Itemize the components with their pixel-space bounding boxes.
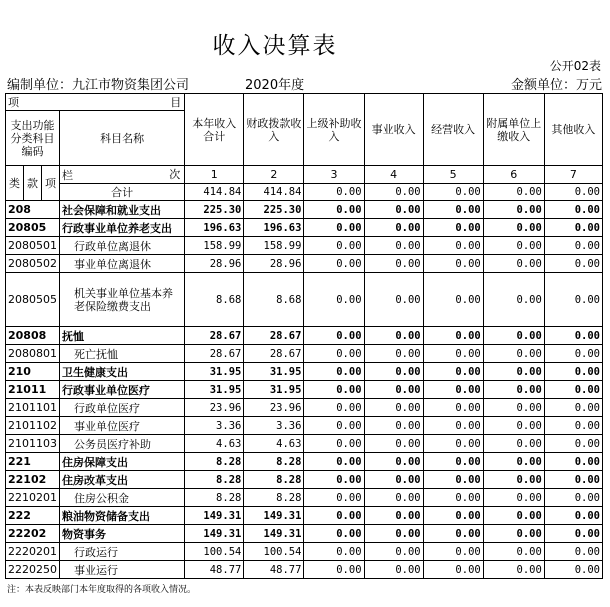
table-row (6, 237, 603, 255)
row-value: 0.00 (304, 381, 364, 399)
row-value: 28.96 (185, 255, 244, 273)
row-value: 28.67 (244, 345, 304, 363)
row-value: 0.00 (544, 489, 602, 507)
org-label: 编制单位：九江市物资集团公司 (7, 78, 190, 93)
row-value: 0.00 (544, 561, 602, 579)
row-code: 2080801 (6, 345, 60, 363)
row-value: 0.00 (544, 219, 602, 237)
row-value: 8.28 (244, 489, 304, 507)
total-value: 414.84 (185, 184, 244, 201)
table-row (6, 489, 603, 507)
table-row (6, 363, 603, 381)
row-value: 31.95 (244, 381, 304, 399)
row-value: 0.00 (423, 201, 483, 219)
row-code: 2220250 (6, 561, 60, 579)
lan-ci-cell (60, 166, 185, 184)
col-num-1: 1 (185, 166, 244, 184)
row-value: 0.00 (483, 219, 544, 237)
row-code: 2210201 (6, 489, 60, 507)
row-value: 0.00 (544, 273, 602, 327)
col-num-7: 7 (544, 166, 602, 184)
col-header-4: 事业收入 (364, 94, 423, 166)
row-value: 0.00 (483, 417, 544, 435)
row-value: 0.00 (423, 543, 483, 561)
row-value: 0.00 (364, 543, 423, 561)
row-code: 2101102 (6, 417, 60, 435)
row-value: 0.00 (364, 201, 423, 219)
kuan-header: 款 (24, 166, 42, 201)
row-value: 0.00 (423, 273, 483, 327)
row-value: 0.00 (364, 471, 423, 489)
row-value: 28.67 (185, 327, 244, 345)
row-name: 事业运行 (60, 561, 185, 579)
item-header-cell (6, 94, 185, 111)
row-value: 196.63 (244, 219, 304, 237)
table-row (6, 453, 603, 471)
row-value: 0.00 (304, 435, 364, 453)
row-code: 20808 (6, 327, 60, 345)
table-row (6, 435, 603, 453)
row-value: 31.95 (185, 381, 244, 399)
row-name: 死亡抚恤 (60, 345, 185, 363)
ci-label: 次 (169, 168, 181, 181)
row-value: 0.00 (483, 273, 544, 327)
row-value: 8.28 (185, 471, 244, 489)
row-value: 0.00 (423, 255, 483, 273)
row-name: 行政单位离退休 (60, 237, 185, 255)
row-value: 0.00 (423, 219, 483, 237)
row-value: 0.00 (304, 363, 364, 381)
row-value: 0.00 (364, 561, 423, 579)
row-name: 抚恤 (60, 327, 185, 345)
row-value: 8.28 (185, 453, 244, 471)
row-value: 0.00 (304, 489, 364, 507)
row-value: 0.00 (483, 507, 544, 525)
row-name: 公务员医疗补助 (60, 435, 185, 453)
year-label: 2020年度 (245, 78, 305, 93)
row-value: 0.00 (544, 417, 602, 435)
col-num-6: 6 (483, 166, 544, 184)
row-value: 31.95 (185, 363, 244, 381)
row-value: 0.00 (364, 237, 423, 255)
row-value: 8.28 (244, 471, 304, 489)
col-header-3: 上级补助收入 (304, 94, 364, 166)
row-value: 0.00 (544, 345, 602, 363)
row-value: 0.00 (483, 237, 544, 255)
row-value: 0.00 (544, 255, 602, 273)
row-value: 149.31 (185, 525, 244, 543)
row-value: 0.00 (544, 363, 602, 381)
row-value: 28.67 (244, 327, 304, 345)
table-row (6, 543, 603, 561)
row-value: 0.00 (423, 237, 483, 255)
row-value: 0.00 (483, 363, 544, 381)
row-value: 0.00 (364, 453, 423, 471)
row-value: 149.31 (244, 507, 304, 525)
lei-header: 类 (6, 166, 24, 201)
row-code: 21011 (6, 381, 60, 399)
row-value: 3.36 (185, 417, 244, 435)
page-title: 收入决算表 (212, 33, 338, 59)
table-row (6, 525, 603, 543)
row-name: 行政事业单位医疗 (60, 381, 185, 399)
row-value: 0.00 (423, 327, 483, 345)
footnote: 注：本表反映部门本年度取得的各项收入情况。 (7, 585, 197, 595)
row-value: 0.00 (304, 327, 364, 345)
row-name: 住房保障支出 (60, 453, 185, 471)
row-value: 23.96 (244, 399, 304, 417)
row-value: 0.00 (304, 453, 364, 471)
total-row (6, 184, 603, 201)
row-code: 2080501 (6, 237, 60, 255)
table-row (6, 201, 603, 219)
row-value: 0.00 (364, 345, 423, 363)
col-num-3: 3 (304, 166, 364, 184)
row-name: 事业单位医疗 (60, 417, 185, 435)
row-value: 0.00 (483, 543, 544, 561)
row-value: 0.00 (304, 237, 364, 255)
row-code: 208 (6, 201, 60, 219)
row-value: 225.30 (185, 201, 244, 219)
row-value: 0.00 (483, 399, 544, 417)
total-value: 414.84 (244, 184, 304, 201)
row-name: 住房改革支出 (60, 471, 185, 489)
row-value: 149.31 (244, 525, 304, 543)
row-value: 0.00 (544, 399, 602, 417)
row-value: 0.00 (483, 561, 544, 579)
row-code: 2080505 (6, 273, 60, 327)
row-code: 222 (6, 507, 60, 525)
row-value: 0.00 (304, 525, 364, 543)
row-value: 0.00 (364, 399, 423, 417)
row-value: 23.96 (185, 399, 244, 417)
table-row (6, 345, 603, 363)
item-right-label: 目 (170, 96, 182, 109)
col-num-2: 2 (244, 166, 304, 184)
table-row (6, 327, 603, 345)
row-value: 0.00 (544, 381, 602, 399)
row-value: 0.00 (364, 255, 423, 273)
row-name: 行政运行 (60, 543, 185, 561)
row-value: 158.99 (244, 237, 304, 255)
col-num-4: 4 (364, 166, 423, 184)
row-value: 0.00 (364, 417, 423, 435)
row-name: 卫生健康支出 (60, 363, 185, 381)
row-name: 社会保障和就业支出 (60, 201, 185, 219)
row-value: 0.00 (423, 561, 483, 579)
row-value: 0.00 (423, 399, 483, 417)
row-value: 0.00 (483, 453, 544, 471)
total-value: 0.00 (364, 184, 423, 201)
row-value: 0.00 (423, 525, 483, 543)
table-row (6, 255, 603, 273)
row-value: 8.68 (185, 273, 244, 327)
row-value: 0.00 (364, 273, 423, 327)
table-row (6, 219, 603, 237)
row-value: 0.00 (544, 507, 602, 525)
row-value: 48.77 (244, 561, 304, 579)
row-value: 0.00 (423, 489, 483, 507)
row-value: 48.77 (185, 561, 244, 579)
lan-label: 栏 (62, 168, 74, 182)
row-code: 2101101 (6, 399, 60, 417)
code-header: 支出功能分类科目编码 (6, 111, 60, 166)
income-table (5, 93, 603, 579)
row-name: 住房公积金 (60, 489, 185, 507)
row-code: 2220201 (6, 543, 60, 561)
row-value: 0.00 (544, 471, 602, 489)
row-value: 0.00 (304, 345, 364, 363)
row-value: 0.00 (483, 471, 544, 489)
row-code: 2080502 (6, 255, 60, 273)
total-value: 0.00 (304, 184, 364, 201)
row-value: 196.63 (185, 219, 244, 237)
row-value: 0.00 (304, 399, 364, 417)
row-value: 0.00 (544, 327, 602, 345)
row-value: 0.00 (544, 201, 602, 219)
row-value: 8.28 (185, 489, 244, 507)
table-row (6, 417, 603, 435)
row-value: 0.00 (423, 453, 483, 471)
row-value: 4.63 (185, 435, 244, 453)
row-value: 0.00 (483, 435, 544, 453)
row-value: 149.31 (185, 507, 244, 525)
row-value: 3.36 (244, 417, 304, 435)
col-header-5: 经营收入 (423, 94, 483, 166)
row-value: 0.00 (304, 543, 364, 561)
row-value: 0.00 (364, 219, 423, 237)
row-code: 2101103 (6, 435, 60, 453)
table-row (6, 561, 603, 579)
row-value: 0.00 (423, 363, 483, 381)
total-value: 0.00 (544, 184, 602, 201)
item-label: 项 (8, 96, 19, 109)
row-value: 0.00 (544, 453, 602, 471)
row-value: 0.00 (483, 489, 544, 507)
table-row (6, 381, 603, 399)
row-value: 0.00 (364, 489, 423, 507)
row-code: 20805 (6, 219, 60, 237)
row-value: 0.00 (423, 471, 483, 489)
row-name: 粮油物资储备支出 (60, 507, 185, 525)
col-header-2: 财政拨款收入 (244, 94, 304, 166)
row-code: 22202 (6, 525, 60, 543)
row-value: 0.00 (304, 255, 364, 273)
row-value: 0.00 (544, 543, 602, 561)
name-header: 科目名称 (60, 111, 185, 166)
col-header-1: 本年收入合计 (185, 94, 244, 166)
row-value: 0.00 (304, 219, 364, 237)
row-value: 0.00 (544, 237, 602, 255)
table-row (6, 507, 603, 525)
total-value: 0.00 (423, 184, 483, 201)
row-value: 0.00 (423, 345, 483, 363)
row-code: 210 (6, 363, 60, 381)
row-name: 事业单位离退休 (60, 255, 185, 273)
row-value: 0.00 (304, 471, 364, 489)
xiang-header: 项 (42, 166, 60, 201)
row-value: 0.00 (483, 201, 544, 219)
table-row (6, 273, 603, 327)
row-value: 0.00 (364, 507, 423, 525)
row-value: 0.00 (304, 201, 364, 219)
row-value: 0.00 (483, 255, 544, 273)
row-value: 8.28 (244, 453, 304, 471)
row-value: 31.95 (244, 363, 304, 381)
unit-row (7, 74, 602, 92)
row-value: 0.00 (304, 273, 364, 327)
row-value: 0.00 (364, 381, 423, 399)
row-value: 0.00 (423, 417, 483, 435)
total-value: 0.00 (483, 184, 544, 201)
row-value: 0.00 (423, 507, 483, 525)
row-value: 0.00 (304, 417, 364, 435)
row-code: 22102 (6, 471, 60, 489)
row-value: 0.00 (483, 381, 544, 399)
row-value: 158.99 (185, 237, 244, 255)
row-name: 行政事业单位养老支出 (60, 219, 185, 237)
row-value: 0.00 (304, 507, 364, 525)
row-value: 4.63 (244, 435, 304, 453)
row-value: 0.00 (423, 381, 483, 399)
col-header-6: 附属单位上缴收入 (483, 94, 544, 166)
row-name: 行政单位医疗 (60, 399, 185, 417)
row-name: 机关事业单位基本养老保险缴费支出 (60, 273, 185, 327)
money-unit-label: 金额单位：万元 (510, 78, 602, 93)
row-value: 0.00 (544, 525, 602, 543)
row-value: 100.54 (185, 543, 244, 561)
col-num-5: 5 (423, 166, 483, 184)
row-value: 100.54 (244, 543, 304, 561)
row-value: 0.00 (304, 561, 364, 579)
row-value: 28.67 (185, 345, 244, 363)
row-value: 0.00 (364, 363, 423, 381)
table-row (6, 399, 603, 417)
row-value: 0.00 (483, 525, 544, 543)
row-value: 0.00 (364, 525, 423, 543)
row-value: 0.00 (364, 327, 423, 345)
col-header-7: 其他收入 (544, 94, 602, 166)
row-value: 0.00 (364, 435, 423, 453)
row-value: 0.00 (544, 435, 602, 453)
row-value: 28.96 (244, 255, 304, 273)
row-code: 221 (6, 453, 60, 471)
row-value: 0.00 (483, 345, 544, 363)
form-number: 公开02表 (549, 59, 601, 73)
row-name: 物资事务 (60, 525, 185, 543)
total-label: 合计 (60, 184, 185, 201)
table-row (6, 471, 603, 489)
row-value: 0.00 (483, 327, 544, 345)
row-value: 0.00 (423, 435, 483, 453)
row-value: 8.68 (244, 273, 304, 327)
row-value: 225.30 (244, 201, 304, 219)
